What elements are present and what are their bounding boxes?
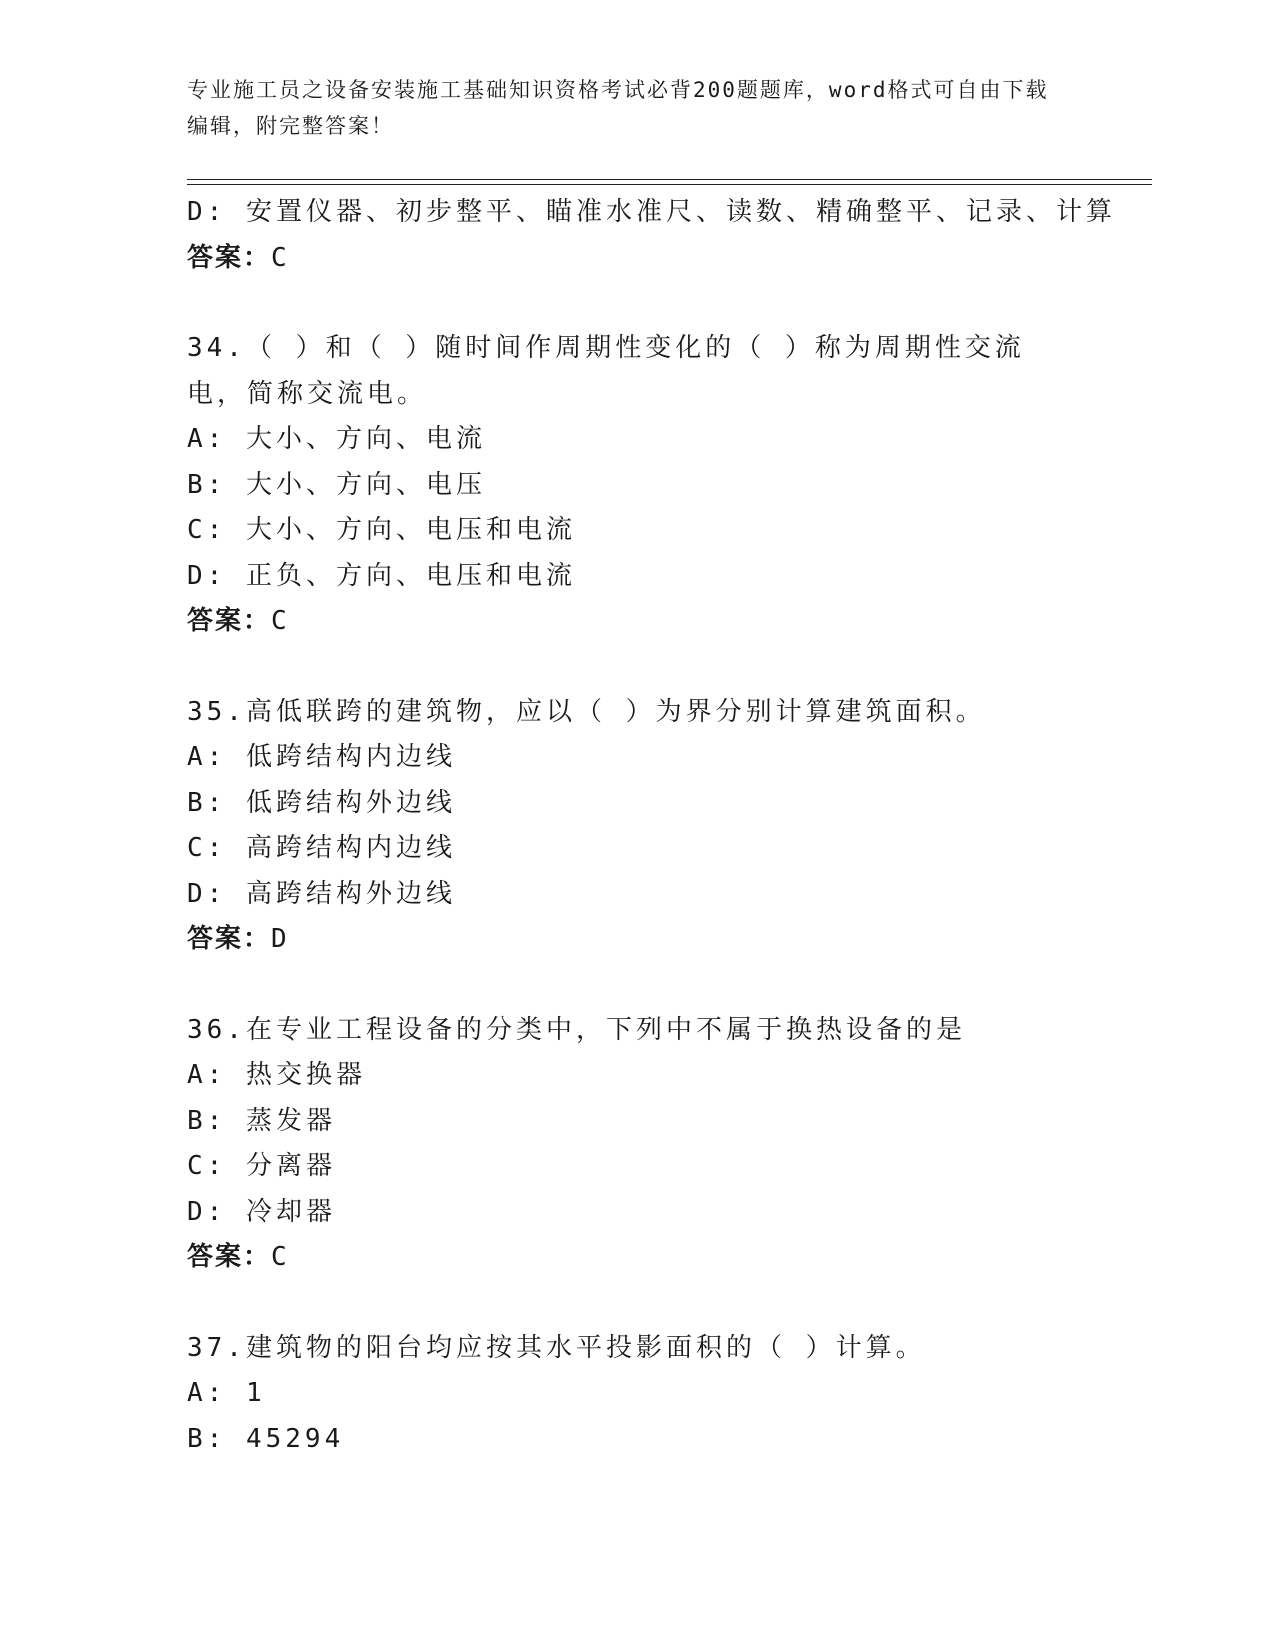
header-divider-top — [187, 179, 1152, 180]
option-d: D: 正负、方向、电压和电流 — [187, 560, 576, 591]
question-stem: 36.在专业工程设备的分类中，下列中不属于换热设备的是 — [187, 1014, 966, 1045]
answer-value: C — [271, 242, 289, 273]
question-stem: 34.（ ）和（ ）随时间作周期性变化的（ ）称为周期性交流电，简称交流电。 — [187, 333, 1025, 409]
answer-line — [187, 599, 1087, 645]
option-a: A: 1 — [187, 1378, 266, 1408]
header-divider-bottom — [187, 184, 1152, 185]
question-block-34 — [187, 326, 1087, 645]
answer-line — [187, 1235, 1087, 1281]
option-b: B: 低跨结构外边线 — [187, 787, 456, 818]
answer-label: 答案： — [187, 1242, 272, 1272]
option-a: A: 低跨结构内边线 — [187, 742, 456, 772]
option-b: B: 蒸发器 — [187, 1105, 336, 1136]
document-header: 专业施工员之设备安装施工基础知识资格考试必背200题题库，word格式可自由下载编辑，附完整答案！ — [187, 78, 1049, 138]
option-c: C: 高跨结构内边线 — [187, 833, 456, 863]
question-list — [187, 190, 1116, 1462]
question-block-prev — [187, 190, 1116, 281]
question-block-35 — [187, 690, 1087, 963]
option-d: D: 高跨结构外边线 — [187, 878, 456, 909]
option-a: A: 热交换器 — [187, 1060, 366, 1090]
question-block-36 — [187, 1008, 1087, 1281]
answer-value: D — [271, 924, 289, 954]
option-a: A: 大小、方向、电流 — [187, 424, 486, 454]
answer-value: C — [271, 606, 289, 636]
option-b: B: 45294 — [187, 1423, 345, 1454]
option-b: B: 大小、方向、电压 — [187, 469, 486, 500]
answer-value: C — [271, 1242, 289, 1272]
spacer — [187, 281, 1087, 326]
answer-line — [187, 917, 1087, 963]
option-d: D: 冷却器 — [187, 1196, 336, 1227]
answer-label: 答案： — [187, 242, 272, 273]
question-stem: 37.建筑物的阳台均应按其水平投影面积的（ ）计算。 — [187, 1332, 926, 1363]
spacer — [187, 1281, 1087, 1326]
answer-label: 答案： — [187, 924, 272, 954]
option-c: C: 分离器 — [187, 1151, 336, 1181]
question-stem: 35.高低联跨的建筑物，应以（ ）为界分别计算建筑面积。 — [187, 696, 986, 727]
question-block-37 — [187, 1326, 1087, 1463]
option-d: D: 安置仪器、初步整平、瞄准水准尺、读数、精确整平、记录、计算 — [187, 197, 1116, 227]
spacer — [187, 645, 1087, 690]
spacer — [187, 963, 1087, 1008]
option-c: C: 大小、方向、电压和电流 — [187, 515, 576, 545]
answer-label: 答案： — [187, 606, 272, 636]
answer-line — [187, 236, 1087, 282]
